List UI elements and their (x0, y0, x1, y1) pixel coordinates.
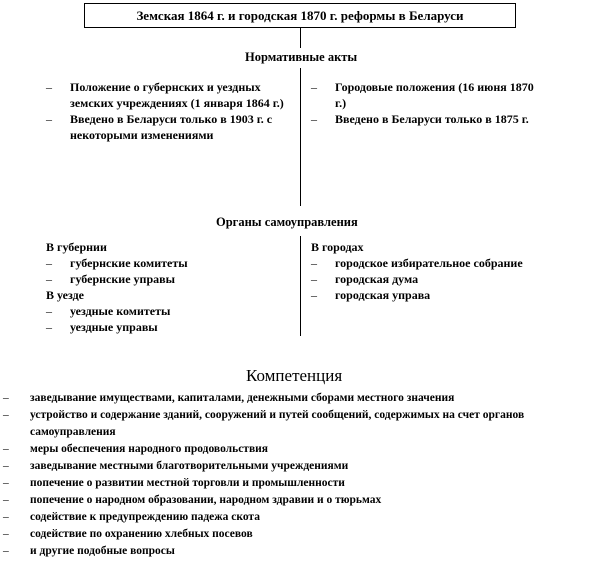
acts-divider (300, 68, 301, 206)
competence-item: содействие по охранению хлебных посевов (30, 528, 253, 540)
list-item (311, 111, 541, 127)
competence-item: заведывание местными благотворительными учреждениями (30, 460, 349, 472)
organs-left-column (46, 239, 291, 335)
acts-right-item: Городовые положения (16 июня 1870 г.) (335, 80, 534, 110)
organs-right-column (311, 239, 591, 303)
competence-item: устройство и содержание зданий, сооружений и путей сообщений, содержимых на счет органов самоуправления (30, 409, 525, 438)
list-item (311, 255, 591, 271)
organ-item: уездные комитеты (70, 304, 171, 318)
acts-right-column (311, 79, 541, 127)
bullet-dash: – (3, 511, 9, 523)
group-label-province: В губернии (46, 240, 107, 254)
bullet-dash: – (46, 272, 52, 286)
list-item (311, 271, 591, 287)
list-item (3, 475, 596, 492)
bullet-dash: – (46, 256, 52, 270)
list-item (3, 390, 596, 407)
bullet-dash: – (311, 112, 317, 126)
acts-right-item: Введено в Беларуси только в 1875 г. (335, 112, 529, 126)
group-label-district: В уезде (46, 288, 84, 302)
bullet-dash: – (46, 80, 52, 94)
organ-item: городская дума (335, 272, 419, 286)
list-item (3, 543, 596, 560)
list-item (46, 271, 291, 287)
competence-item: и другие подобные вопросы (30, 545, 175, 557)
organ-item: губернские управы (70, 272, 175, 286)
list-item (3, 526, 596, 543)
competence-item: заведывание имуществами, капиталами, денежными сборами местного значения (30, 392, 455, 404)
acts-heading: Нормативные акты (245, 50, 358, 64)
organ-item: уездные управы (70, 320, 158, 334)
bullet-dash: – (46, 320, 52, 334)
list-item (311, 79, 541, 111)
list-item (3, 509, 596, 526)
connector-title-acts (300, 28, 301, 48)
bullet-dash: – (3, 494, 9, 506)
competence-list (3, 390, 596, 560)
bullet-dash: – (3, 477, 9, 489)
list-item (46, 303, 291, 319)
list-item (3, 492, 596, 509)
list-item (311, 287, 591, 303)
list-item (3, 458, 596, 475)
list-item (46, 255, 291, 271)
list-item (3, 407, 596, 441)
bullet-dash: – (46, 304, 52, 318)
bullet-dash: – (46, 112, 52, 126)
acts-left-item: Положение о губернских и уездных земских учреждениях (1 января 1864 г.) (70, 80, 284, 110)
organ-item: губернские комитеты (70, 256, 188, 270)
bullet-dash: – (311, 272, 317, 286)
organ-item: городское избирательное собрание (335, 256, 523, 270)
competence-item: содействие к предупреждению падежа скота (30, 511, 260, 523)
acts-left-column (46, 79, 286, 143)
group-label-cities: В городах (311, 240, 364, 254)
bullet-dash: – (311, 288, 317, 302)
bullet-dash: – (3, 392, 9, 404)
diagram-title: Земская 1864 г. и городская 1870 г. реформы в Беларуси (84, 3, 516, 28)
bullet-dash: – (3, 443, 9, 455)
bullet-dash: – (3, 545, 9, 557)
acts-left-item: Введено в Беларуси только в 1903 г. с некоторыми изменениями (70, 112, 273, 142)
organs-divider (300, 236, 301, 336)
organs-heading: Органы самоуправления (216, 215, 358, 229)
bullet-dash: – (3, 409, 9, 421)
list-item (3, 441, 596, 458)
bullet-dash: – (311, 256, 317, 270)
competence-item: попечение о развитии местной торговли и промышленности (30, 477, 345, 489)
bullet-dash: – (3, 460, 9, 472)
list-item (46, 319, 291, 335)
competence-item: попечение о народном образовании, народном здравии и о тюрьмах (30, 494, 382, 506)
bullet-dash: – (311, 80, 317, 94)
organ-item: городская управа (335, 288, 431, 302)
competence-heading: Компетенция (246, 366, 343, 385)
bullet-dash: – (3, 528, 9, 540)
competence-item: меры обеспечения народного продовольствия (30, 443, 269, 455)
list-item (46, 79, 286, 111)
list-item (46, 111, 286, 143)
